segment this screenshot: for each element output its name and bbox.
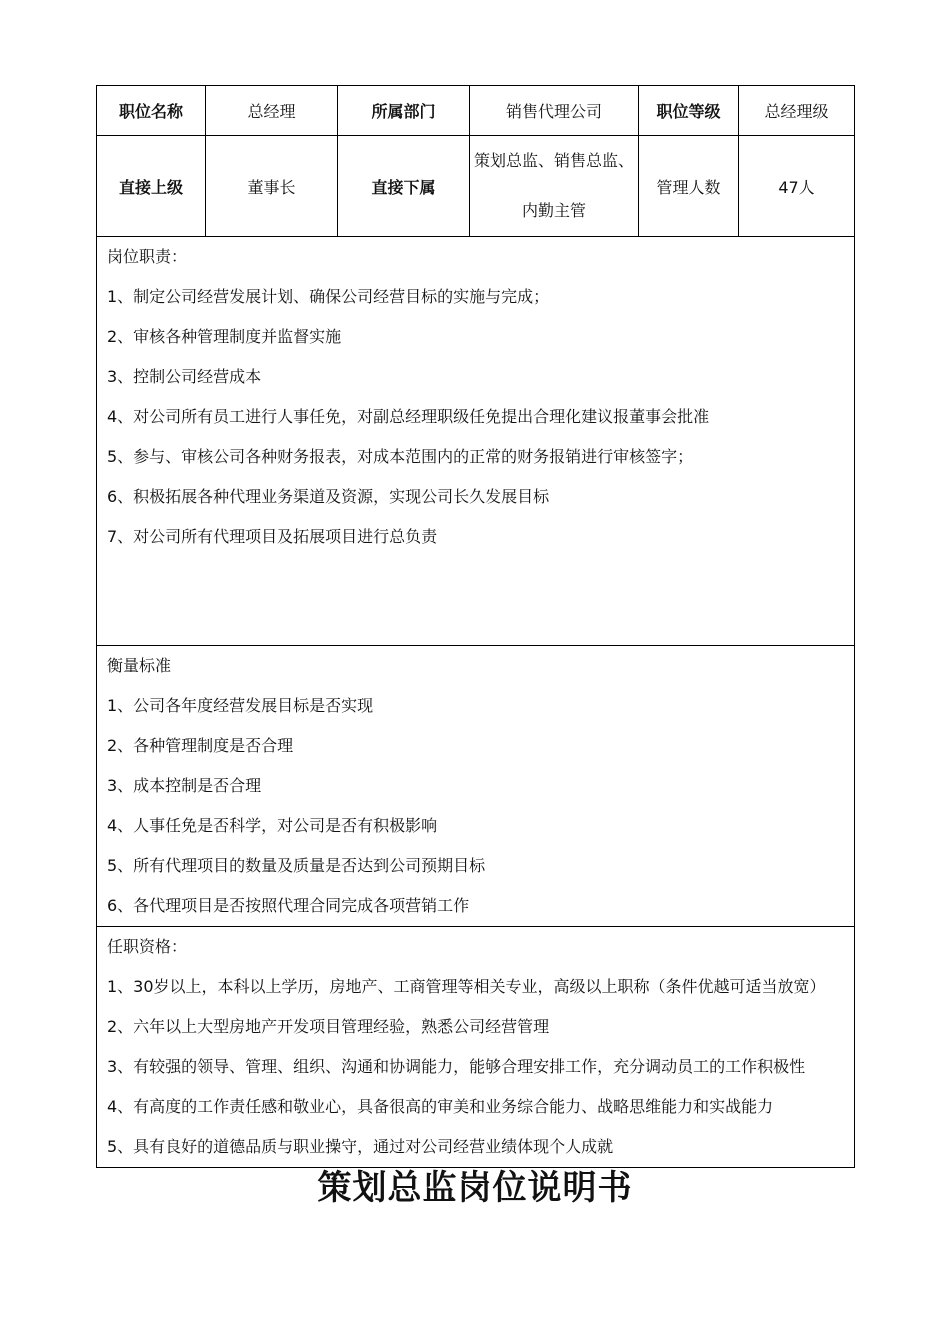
qualifications-row [97, 927, 855, 1168]
department-label: 所属部门 [338, 86, 470, 136]
grade-value: 总经理级 [739, 86, 855, 136]
subordinate-label: 直接下属 [338, 136, 470, 237]
duty-item: 3、控制公司经营成本 [107, 367, 262, 386]
position-label: 职位名称 [97, 86, 206, 136]
standard-item: 4、人事任免是否科学，对公司是否有积极影响 [107, 816, 438, 835]
subordinate-value [470, 136, 639, 237]
standards-heading: 衡量标准 [107, 656, 172, 675]
subordinate-value-line2: 内勤主管 [521, 201, 586, 220]
duty-item: 2、审核各种管理制度并监督实施 [107, 327, 342, 346]
duties-heading: 岗位职责： [107, 247, 188, 266]
superior-label: 直接上级 [97, 136, 206, 237]
qualifications-heading: 任职资格： [107, 937, 188, 956]
subordinate-value-line1: 策划总监、销售总监、 [473, 151, 634, 170]
qualifications-section [97, 927, 855, 1168]
duty-item: 5、参与、审核公司各种财务报表，对成本范围内的正常的财务报销进行审核签字； [107, 447, 694, 466]
standard-item: 5、所有代理项目的数量及质量是否达到公司预期目标 [107, 856, 486, 875]
superior-value: 董事长 [206, 136, 338, 237]
next-document-title: 策划总监岗位说明书 [317, 1168, 633, 1208]
header-row-1 [97, 86, 855, 136]
duties-section [97, 237, 855, 646]
qualification-item: 4、有高度的工作责任感和敬业心，具备很高的审美和业务综合能力、战略思维能力和实战能力 [107, 1097, 774, 1116]
standard-item: 6、各代理项目是否按照代理合同完成各项营销工作 [107, 896, 470, 915]
duty-item: 7、对公司所有代理项目及拓展项目进行总负责 [107, 527, 438, 546]
grade-label: 职位等级 [639, 86, 739, 136]
department-value: 销售代理公司 [470, 86, 639, 136]
duty-item: 4、对公司所有员工进行人事任免，对副总经理职级任免提出合理化建议报董事会批准 [107, 407, 710, 426]
headcount-value: 47人 [739, 136, 855, 237]
standard-item: 3、成本控制是否合理 [107, 776, 262, 795]
duty-item: 1、制定公司经营发展计划、确保公司经营目标的实施与完成； [107, 287, 550, 306]
qualification-item: 2、六年以上大型房地产开发项目管理经验，熟悉公司经营管理 [107, 1017, 550, 1036]
job-description-table [96, 85, 855, 1168]
headcount-label: 管理人数 [639, 136, 739, 237]
standard-item: 2、各种管理制度是否合理 [107, 736, 294, 755]
standards-row [97, 646, 855, 927]
qualification-item: 1、30岁以上，本科以上学历，房地产、工商管理等相关专业，高级以上职称（条件优越可适当放宽） [107, 977, 826, 996]
qualification-item: 3、有较强的领导、管理、组织、沟通和协调能力，能够合理安排工作，充分调动员工的工作积极性 [107, 1057, 806, 1076]
standards-section [97, 646, 855, 927]
duty-item: 6、积极拓展各种代理业务渠道及资源，实现公司长久发展目标 [107, 487, 550, 506]
header-row-2 [97, 136, 855, 237]
duties-row [97, 237, 855, 646]
standard-item: 1、公司各年度经营发展目标是否实现 [107, 696, 374, 715]
position-value: 总经理 [206, 86, 338, 136]
qualification-item: 5、具有良好的道德品质与职业操守，通过对公司经营业绩体现个人成就 [107, 1137, 614, 1156]
